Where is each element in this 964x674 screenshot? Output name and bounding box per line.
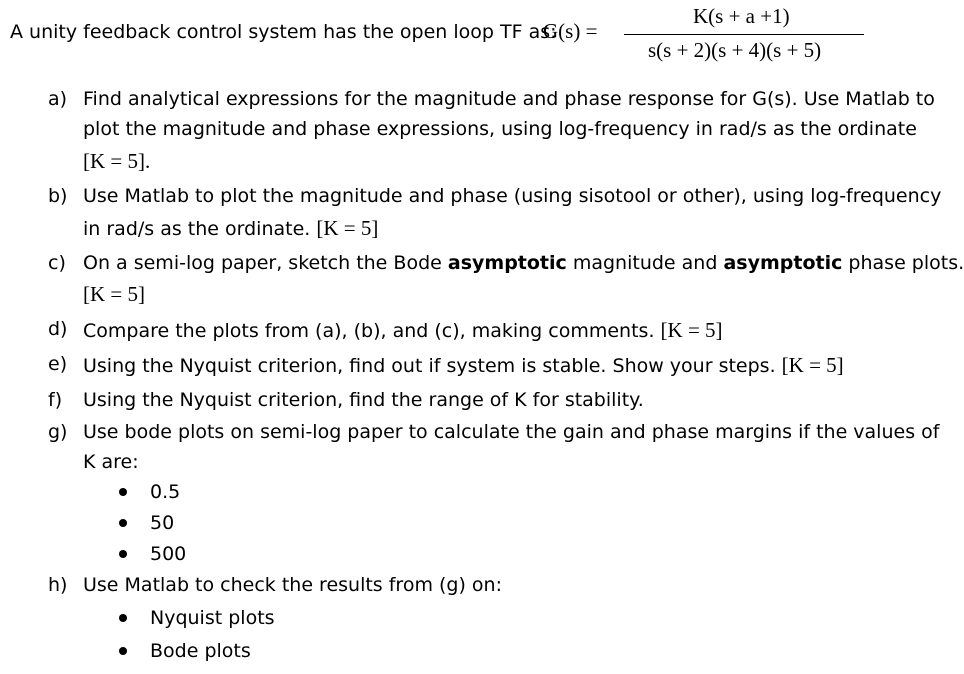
item-d-line: [83, 318, 723, 343]
item-e-text: Using the Nyquist criterion, find out if system is stable. Show your steps.: [83, 355, 776, 377]
bullet-icon: [119, 519, 127, 527]
check-item: Nyquist plots: [150, 607, 275, 629]
tf-denominator: s(s + 2)(s + 4)(s + 5): [648, 38, 822, 62]
k-value-item: 50: [150, 512, 175, 534]
k-value-item: 500: [150, 543, 187, 565]
item-a-line1: Find analytical expressions for the magnitude and phase response for G(s). Use Matlab to: [83, 88, 935, 110]
problem-intro: A unity feedback control system has the open loop TF as:: [10, 21, 557, 43]
item-c-mid: magnitude and: [572, 252, 718, 274]
item-c-bold2: asymptotic: [723, 252, 843, 274]
bullet-icon: [119, 550, 127, 558]
item-a-line3: [K = 5].: [83, 149, 151, 173]
item-c-label: c): [48, 252, 66, 274]
item-g-line1: Use bode plots on semi-log paper to calculate the gain and phase margins if the values of: [83, 421, 940, 443]
item-a-label: a): [48, 88, 68, 110]
check-item: Bode plots: [150, 640, 251, 662]
item-f-label: f): [48, 389, 63, 411]
item-b-line2: [83, 216, 378, 241]
item-b-label: b): [48, 185, 68, 207]
item-c-k: [K = 5]: [83, 282, 145, 306]
bullet-icon: [119, 614, 127, 622]
item-b-line1: Use Matlab to plot the magnitude and phase (using sisotool or other), using log-frequency: [83, 185, 942, 207]
item-g-line2: K are:: [83, 451, 139, 473]
item-c-pre: On a semi-log paper, sketch the Bode: [83, 252, 442, 274]
fraction-bar: [624, 34, 864, 35]
item-e-k: [K = 5]: [781, 353, 844, 377]
bullet-icon: [119, 488, 127, 496]
item-c-bold1: asymptotic: [447, 252, 567, 274]
item-h-text: Use Matlab to check the results from (g) on:: [83, 574, 502, 596]
item-c-line1: [83, 252, 964, 274]
item-d-label: d): [48, 318, 68, 340]
item-d-text: Compare the plots from (a), (b), and (c), making comments.: [83, 320, 655, 342]
item-g-label: g): [48, 421, 68, 443]
bullet-icon: [119, 647, 127, 655]
item-b-line2-text: in rad/s as the ordinate.: [83, 218, 311, 240]
tf-numerator: K(s + a +1): [693, 4, 790, 28]
item-a-line2: plot the magnitude and phase expressions, using log-frequency in rad/s as the ordinate: [83, 118, 917, 140]
item-b-k: [K = 5]: [316, 216, 379, 240]
item-d-k: [K = 5]: [660, 318, 723, 342]
item-e-line: [83, 353, 844, 378]
tf-lhs: G(s) =: [543, 19, 598, 43]
item-e-label: e): [48, 353, 68, 375]
item-h-label: h): [48, 574, 68, 596]
item-f-text: Using the Nyquist criterion, find the range of K for stability.: [83, 389, 644, 411]
k-value-item: 0.5: [150, 481, 181, 503]
item-c-post: phase plots.: [848, 252, 964, 274]
